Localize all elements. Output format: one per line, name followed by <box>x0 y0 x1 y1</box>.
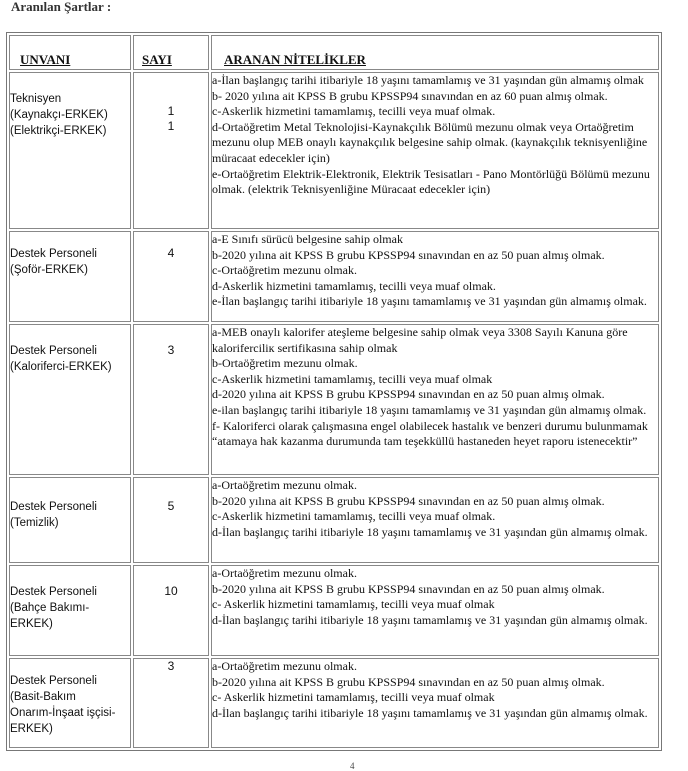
requirement-item: b-2020 yılına ait KPSS B grubu KPSSP94 sınavından en az 50 puan almış olmak. <box>212 581 605 596</box>
requirement-item: e-ilan başlangıç tarihi itibariyle 18 yaşını tamamlamış ve 31 yaşından gün almamış olmak. <box>212 402 647 417</box>
requirement-item: a-İlan başlangıç tarihi itibariyle 18 yaşını tamamlamış ve 31 yaşından gün almamış olmak <box>212 73 644 87</box>
column-header-count: SAYI <box>133 35 209 70</box>
table-header-row <box>9 35 659 70</box>
requirement-item: c- Askerlik hizmetini tamamlamış, tecilli veya muaf olmak <box>212 690 495 705</box>
requirement-item: b-2020 yılına ait KPSS B grubu KPSSP94 sınavından en az 50 puan almış olmak. <box>212 247 605 262</box>
requirement-item: c- Askerlik hizmetini tamamlamış, tecilli veya muaf olmak <box>212 597 495 612</box>
position-count-value: 5 <box>167 499 175 513</box>
position-title-line: (Şoför-ERKEK) <box>10 264 88 276</box>
requirement-item: d-Askerlik hizmetini tamamlamış, tecilli veya muaf olmak. <box>212 278 496 293</box>
requirement-item: c-Askerlik hizmetini tamamlamış, tecilli veya muaf olmak <box>212 371 493 386</box>
position-count-value: 4 <box>167 246 175 260</box>
position-title-line: Onarım-İnşaat işçisi- <box>10 707 116 719</box>
position-count-value: 1 <box>167 119 175 133</box>
requirement-item: e-İlan başlangıç tarihi itibariyle 18 yaşını tamamlamış ve 31 yaşından gün almamış olmak. <box>212 294 647 309</box>
position-title-line: Destek Personeli <box>10 501 97 513</box>
position-title-line: Destek Personeli <box>10 248 97 260</box>
requirement-item: c-Askerlik hizmetini tamamlamış, tecilli veya muaf olmak. <box>212 509 496 524</box>
requirement-item: d-2020 yılına ait KPSS B grubu KPSSP94 sınavından en az 50 puan almış olmak. <box>212 387 605 402</box>
table-row <box>9 231 659 322</box>
table-row <box>9 72 659 229</box>
position-title-line: ERKEK) <box>10 618 53 630</box>
section-heading: Aranılan Şartlar : <box>11 0 112 14</box>
position-count-value: 3 <box>167 343 175 357</box>
position-title-line: (Temizlik) <box>10 517 59 529</box>
position-title <box>9 477 131 563</box>
requirement-item: b-Ortaöğretim mezunu olmak. <box>212 356 358 371</box>
page-number: 4 <box>350 761 355 771</box>
position-title-line: (Basit-Bakım <box>10 691 76 703</box>
position-requirements <box>211 477 659 563</box>
position-title <box>9 658 131 748</box>
position-requirements <box>211 72 659 229</box>
requirement-item: c-Askerlik hizmetini tamamlamış, tecilli veya muaf olmak. <box>212 104 496 119</box>
position-count-value: 10 <box>164 584 178 598</box>
position-count <box>133 477 209 563</box>
position-title-line: (Kaynakçı-ERKEK) <box>10 109 108 121</box>
position-title-line: Destek Personeli <box>10 586 97 598</box>
requirement-item: b-2020 yılına ait KPSS B grubu KPSSP94 sınavından en az 50 puan almış olmak. <box>212 493 605 508</box>
requirement-item: d-İlan başlangıç tarihi itibariyle 18 yaşını tamamlamış ve 31 yaşından gün almamış olmak. <box>212 524 648 539</box>
position-title-line: Destek Personeli <box>10 675 97 687</box>
position-title-line: Destek Personeli <box>10 345 97 357</box>
position-requirements <box>211 324 659 475</box>
table-row <box>9 477 659 563</box>
position-requirements <box>211 231 659 322</box>
table-row <box>9 658 659 748</box>
requirement-item: d-İlan başlangıç tarihi itibariyle 18 yaşını tamamlamış ve 31 yaşından gün almamış olmak. <box>212 705 648 720</box>
position-count-value: 1 <box>167 104 175 118</box>
position-requirements <box>211 658 659 748</box>
requirement-item: b-2020 yılına ait KPSS B grubu KPSSP94 sınavından en az 50 puan almış olmak. <box>212 674 605 689</box>
position-requirements <box>211 565 659 656</box>
position-count <box>133 72 209 229</box>
column-header-requirements: ARANAN NİTELİKLER <box>211 35 659 70</box>
requirement-item: a-Ortaöğretim mezunu olmak. <box>212 566 357 580</box>
requirement-item: a-Ortaöğretim mezunu olmak. <box>212 659 357 673</box>
position-title-line: (Elektrikçi-ERKEK) <box>10 125 107 137</box>
position-count <box>133 565 209 656</box>
position-title-line: (Kaloriferci-ERKEK) <box>10 361 112 373</box>
position-count <box>133 324 209 475</box>
requirement-item: f- Kaloriferci olarak çalışmasına engel olabilecek hastalık ve benzeri durumu bulunmamak “atamaya hak kazanma durumunda tam teşekküllü hastaneden heyet raporu istenecektir” <box>212 418 648 449</box>
requirement-item: c-Ortaöğretim mezunu olmak. <box>212 263 357 278</box>
column-header-title: UNVANI <box>9 35 131 70</box>
position-title-line: ERKEK) <box>10 723 53 735</box>
requirement-item: d-İlan başlangıç tarihi itibariyle 18 yaşını tamamlamış ve 31 yaşından gün almamış olmak. <box>212 612 648 627</box>
requirement-item: b- 2020 yılına ait KPSS B grubu KPSSP94 sınavından en az 60 puan almış olmak. <box>212 88 608 103</box>
table-row <box>9 565 659 656</box>
position-count-value: 3 <box>167 659 175 673</box>
requirement-item: d-Ortaöğretim Metal Teknolojisi-Kaynakçılık Bölümü mezunu olmak veya Ortaöğretim mezunu olup MEB onaylı kaynakçılık belgesine sahip olmak. (kaynakçılık teknisyenliğine müracaat edecekler için) <box>212 119 648 165</box>
position-title-line: (Bahçe Bakımı- <box>10 602 90 614</box>
requirement-item: a-E Sınıfı sürücü belgesine sahip olmak <box>212 232 403 246</box>
requirement-item: e-Ortaöğretim Elektrik-Elektronik, Elektrik Tesisatları - Pano Montörlüğü Bölümü mezunu olmak. (elektrik Teknisyenliğine Müracaat edecekler için) <box>212 166 650 197</box>
position-count <box>133 658 209 748</box>
position-title <box>9 231 131 322</box>
table-row <box>9 324 659 475</box>
requirements-table <box>6 32 662 751</box>
position-title-line: Teknisyen <box>10 93 62 105</box>
position-title <box>9 72 131 229</box>
requirement-item: a-MEB onaylı kalorifer ateşleme belgesine sahip olmak veya 3308 Sayılı Kanuna göre kaloriferciliк sertifikasına sahip olmak <box>212 325 628 355</box>
position-title <box>9 324 131 475</box>
position-count <box>133 231 209 322</box>
requirement-item: a-Ortaöğretim mezunu olmak. <box>212 478 357 492</box>
position-title <box>9 565 131 656</box>
